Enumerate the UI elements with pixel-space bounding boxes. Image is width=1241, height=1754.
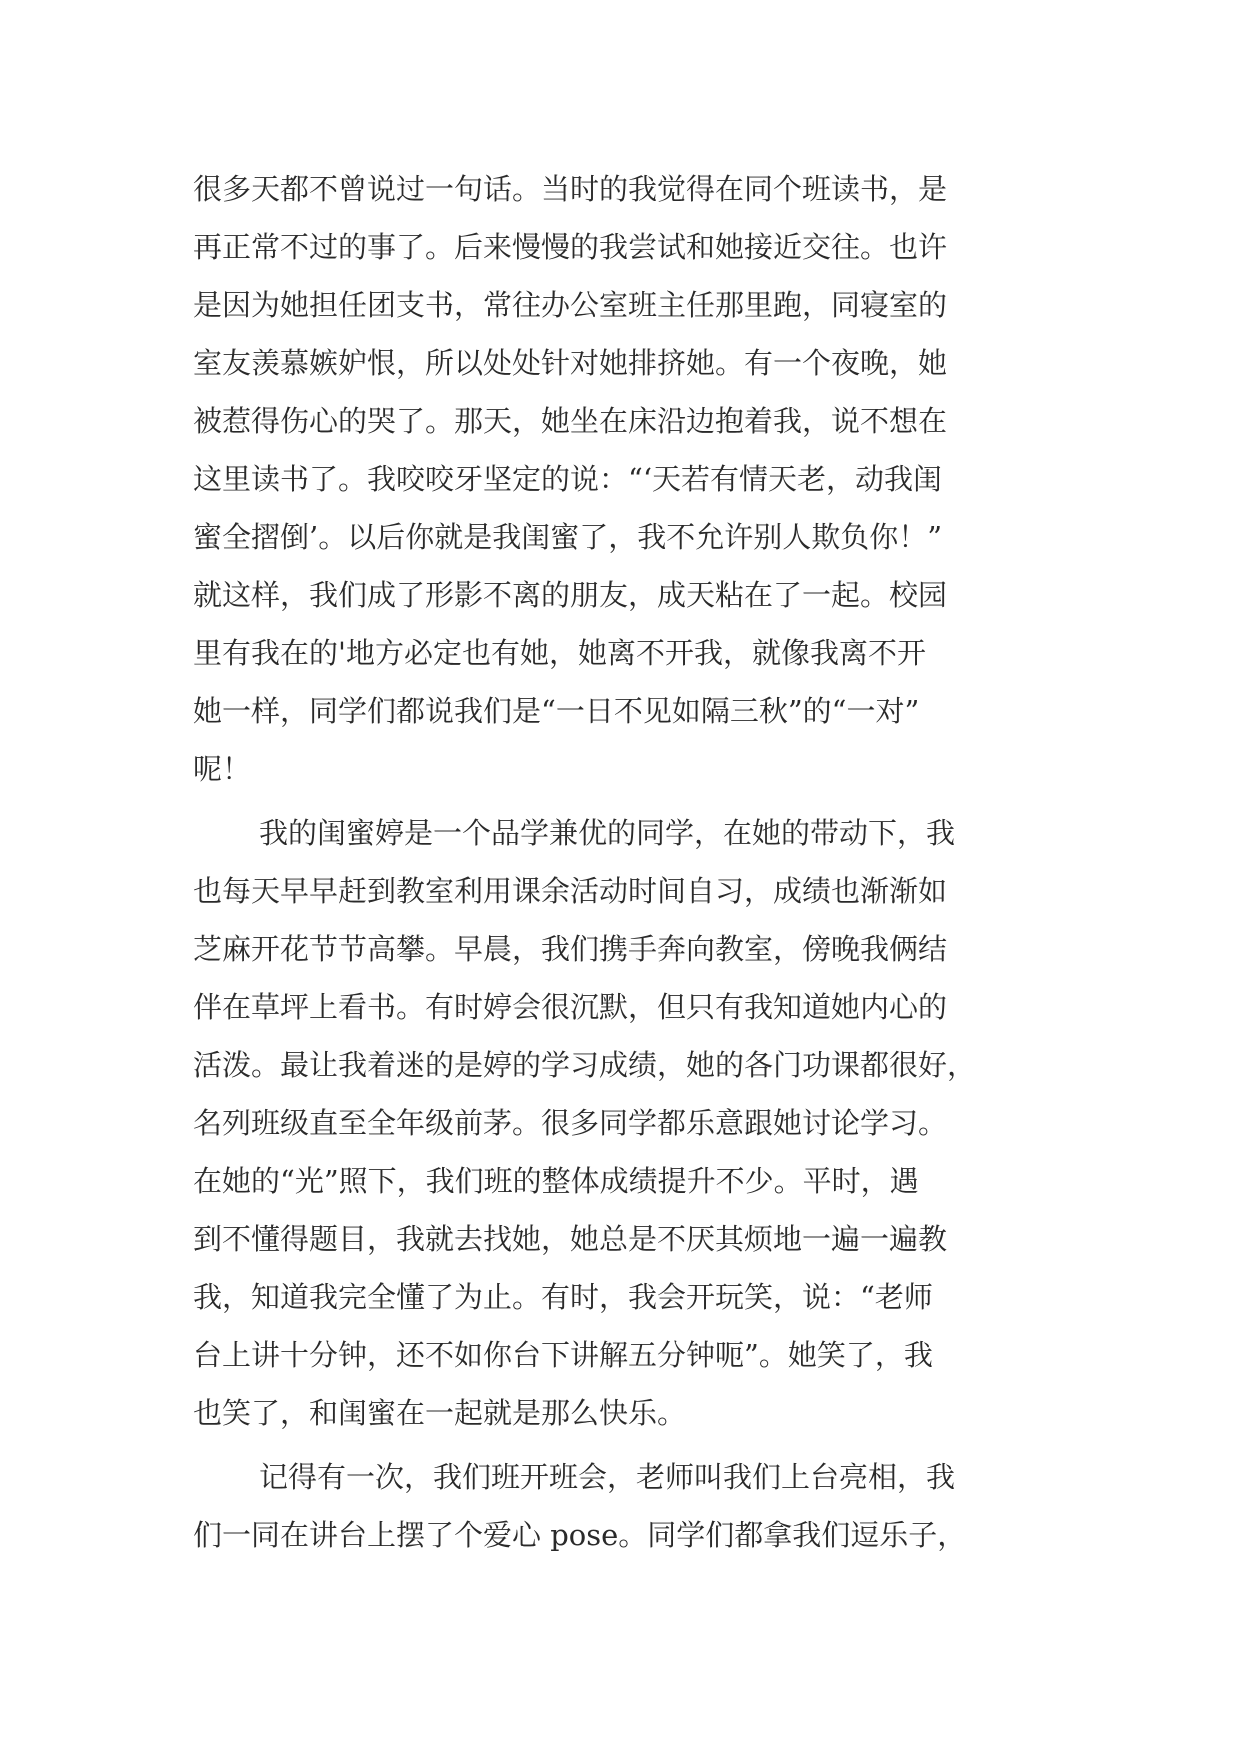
- text-line: 芝麻开花节节高攀。早晨，我们携手奔向教室，傍晚我俩结: [193, 932, 948, 966]
- text-line: 里有我在的'地方必定也有她，她离不开我，就像我离不开: [193, 636, 926, 670]
- paragraph-1: [193, 160, 1063, 798]
- text-line: 就这样，我们成了形影不离的朋友，成天粘在了一起。校园: [193, 578, 948, 612]
- body-text: [193, 160, 1063, 1564]
- text-line: 活泼。最让我着迷的是婷的学习成绩，她的各门功课都很好，: [193, 1048, 977, 1082]
- text-line: 是因为她担任团支书，常往办公室班主任那里跑，同寝室的: [193, 288, 948, 322]
- text-line: 记得有一次，我们班开班会，老师叫我们上台亮相，我: [259, 1460, 956, 1494]
- paragraph-2: [193, 804, 1063, 1442]
- text-line: 我，知道我完全懂了为止。有时，我会开玩笑，说：“老师: [193, 1280, 933, 1314]
- text-line: 很多天都不曾说过一句话。当时的我觉得在同个班读书，是: [193, 172, 948, 206]
- text-line: 在她的“光”照下，我们班的整体成绩提升不少。平时，遇: [193, 1164, 919, 1198]
- text-line: 我的闺蜜婷是一个品学兼优的同学，在她的带动下，我: [259, 816, 956, 850]
- text-line: 蜜全摺倒’。以后你就是我闺蜜了，我不允许别人欺负你！”: [193, 520, 943, 554]
- text-line: 呢！: [193, 752, 252, 786]
- text-line: 们一同在讲台上摆了个爱心 pose。同学们都拿我们逗乐子，: [193, 1518, 967, 1552]
- text-line: 这里读书了。我咬咬牙坚定的说：“‘天若有情天老，动我闺: [193, 462, 943, 496]
- text-line: 也每天早早赶到教室利用课余活动时间自习，成绩也渐渐如: [193, 874, 948, 908]
- text-line: 也笑了，和闺蜜在一起就是那么快乐。: [193, 1396, 687, 1430]
- text-line: 台上讲十分钟，还不如你台下讲解五分钟呃”。她笑了，我: [193, 1338, 933, 1372]
- paragraph-3: [193, 1448, 1063, 1564]
- text-line: 伴在草坪上看书。有时婷会很沉默，但只有我知道她内心的: [193, 990, 948, 1024]
- text-line: 名列班级直至全年级前茅。很多同学都乐意跟她讨论学习。: [193, 1106, 948, 1140]
- text-line: 再正常不过的事了。后来慢慢的我尝试和她接近交往。也许: [193, 230, 948, 264]
- text-line: 室友羡慕嫉妒恨，所以处处针对她排挤她。有一个夜晚，她: [193, 346, 948, 380]
- text-line: 她一样，同学们都说我们是“一日不见如隔三秋”的“一对”: [193, 694, 920, 728]
- text-line: 被惹得伤心的哭了。那天，她坐在床沿边抱着我，说不想在: [193, 404, 948, 438]
- text-line: 到不懂得题目，我就去找她，她总是不厌其烦地一遍一遍教: [193, 1222, 948, 1256]
